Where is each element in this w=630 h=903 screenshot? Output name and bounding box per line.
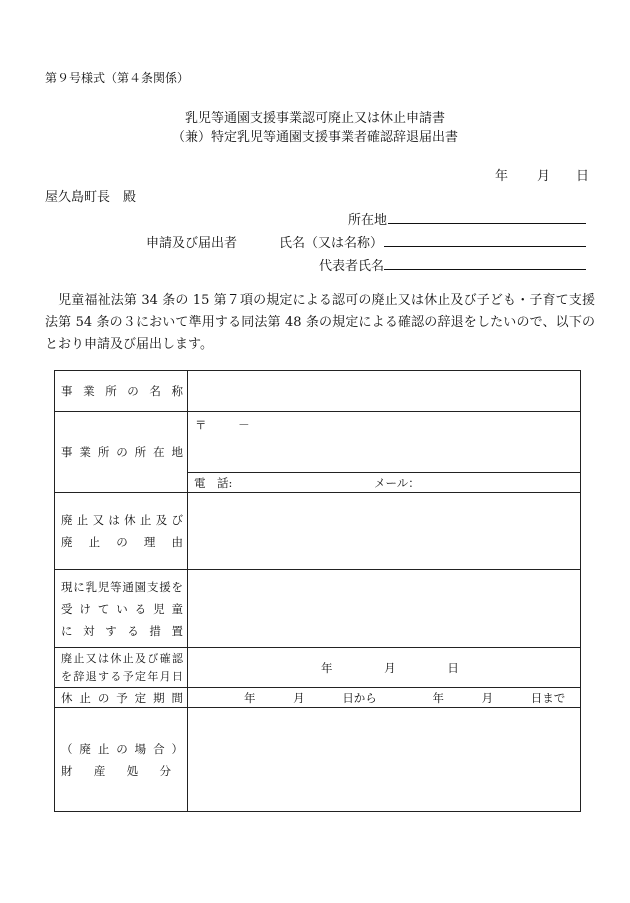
scheduled-date-row	[55, 648, 581, 688]
reason-row	[55, 493, 581, 570]
period-to-year: 年	[432, 690, 444, 705]
facility-name-label: 事業所の名称	[55, 371, 188, 412]
scheduled-date-label: 廃止又は休止及び確認 を辞退する予定年月日	[55, 648, 188, 688]
property-disposal-row	[55, 708, 581, 812]
property-disposal-label: （廃止の場合） 財産処分	[55, 708, 188, 812]
address-label: 所在地	[347, 213, 387, 228]
date-year-label: 年	[495, 169, 509, 184]
name-line[interactable]	[384, 246, 586, 247]
suspension-period-label: 休止の予定期間	[55, 688, 188, 708]
representative-line[interactable]	[384, 269, 586, 270]
measures-label: 現に乳児等通園支援を 受けている児童 に対する措置	[55, 570, 188, 648]
postal-mark: 〒	[195, 418, 207, 432]
title-line-1: 乳児等通園支援事業認可廃止又は休止申請書	[184, 111, 445, 126]
period-from-day: 日から	[342, 690, 377, 705]
scheduled-month: 月	[384, 660, 396, 675]
date-month-label: 月	[537, 169, 551, 184]
facility-name-row	[55, 371, 581, 412]
form-number: 第９号様式（第４条関係）	[45, 71, 190, 85]
scheduled-year: 年	[321, 660, 333, 675]
date-day-label: 日	[576, 169, 590, 184]
measures-row	[55, 570, 581, 648]
representative-label: 代表者氏名	[318, 259, 384, 274]
applicant-role-label: 申請及び届出者	[146, 236, 238, 251]
suspension-period-field[interactable]	[188, 688, 581, 708]
period-to-day: 日まで	[530, 690, 566, 705]
address-line[interactable]	[388, 223, 586, 224]
property-disposal-field[interactable]	[188, 708, 581, 812]
name-label: 氏名（又は名称）	[278, 236, 383, 251]
title-line-2: （兼）特定乳児等通園支援事業者確認辞退届出書	[171, 130, 458, 145]
scheduled-day: 日	[447, 660, 459, 675]
reason-field[interactable]	[188, 493, 581, 570]
addressee: 屋久島町長 殿	[45, 190, 137, 205]
period-from-year: 年	[244, 690, 256, 705]
facility-address-label: 事業所の所在地	[55, 412, 188, 493]
contact-field[interactable]	[188, 473, 581, 493]
facility-address-field[interactable]	[188, 412, 581, 473]
period-to-month: 月	[481, 690, 494, 705]
reason-label: 廃止又は休止及び 廃止の理由	[55, 493, 188, 570]
facility-address-row	[55, 412, 581, 473]
period-from-month: 月	[293, 690, 305, 705]
suspension-period-row	[55, 688, 581, 708]
application-table	[54, 370, 581, 812]
postal-dash: －	[238, 418, 250, 432]
email-label: メール：	[374, 475, 420, 490]
scheduled-date-field[interactable]	[188, 648, 581, 688]
body-paragraph: 児童福祉法第 34 条の 15 第７項の規定による認可の廃止又は休止及び子ども・子育て支援法第 54 条の３において準用する同法第 48 条の規定による確認の辞退をしたいので、以下のとおり申請及び届出します。	[45, 293, 595, 352]
facility-name-field[interactable]	[188, 371, 581, 412]
phone-label: 電 話:	[194, 475, 233, 490]
measures-field[interactable]	[188, 570, 581, 648]
